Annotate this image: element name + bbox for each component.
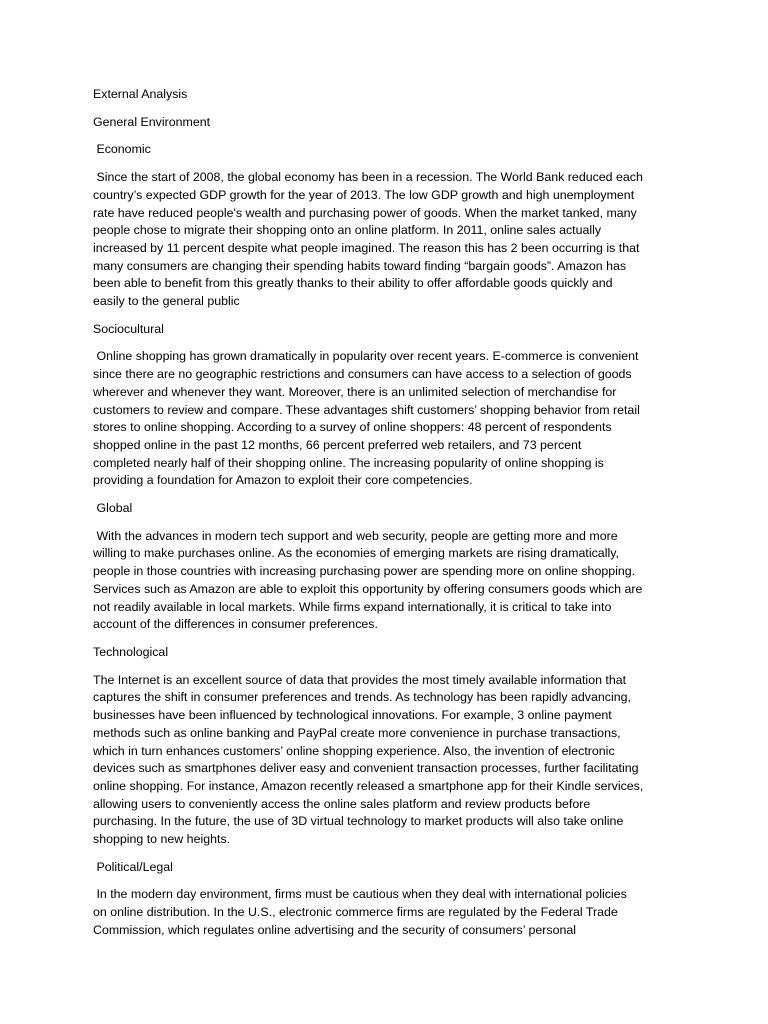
paragraph-line: willing to make purchases online. As the economies of emerging markets are rising dramatically, — [93, 546, 619, 561]
paragraph-line: wherever and whenever they want. Moreover, there is an unlimited selection of merchandise for — [93, 384, 617, 399]
paragraph-line: on online distribution. In the U.S., electronic commerce firms are regulated by the Federal Trade — [93, 905, 618, 920]
paragraph-line: devices such as smartphones deliver easy and convenient transaction processes, further facilitating — [93, 761, 639, 776]
paragraph-line: With the advances in modern tech support and web security, people are getting more and more — [93, 528, 618, 543]
document-title: External Analysis — [93, 87, 188, 101]
paragraph-line: Services such as Amazon are able to exploit this opportunity by offering consumers goods which are — [93, 581, 643, 596]
paragraph-line: captures the shift in consumer preferences and trends. As technology has been rapidly advancing, — [93, 690, 631, 705]
paragraph-line: allowing users to conveniently access the online sales platform and review products before — [93, 796, 591, 811]
document-content — [93, 86, 675, 950]
paragraph-line: businesses have been influenced by technological innovations. For example, 3 online payment — [93, 708, 612, 723]
paragraph-line: Commission, which regulates online advertising and the security of consumers’ personal — [93, 922, 577, 937]
paragraph-line: account of the differences in consumer preferences. — [93, 617, 378, 632]
paragraph-line: completed nearly half of their shopping online. The increasing popularity of online shopping is — [93, 455, 604, 470]
paragraph-line: In the modern day environment, firms must be cautious when they deal with international policies — [93, 887, 627, 902]
paragraph-line: methods such as online banking and PayPal create more convenience in purchase transactions, — [93, 725, 621, 740]
paragraph-line: providing a foundation for Amazon to exploit their core competencies. — [93, 473, 473, 488]
body-paragraph — [93, 169, 675, 311]
paragraph-line: not readily available in local markets. While firms expand internationally, it is critical to take into — [93, 599, 612, 614]
paragraph-line: country’s expected GDP growth for the year of 2013. The low GDP growth and high unemployment — [93, 187, 635, 202]
paragraph-line: Since the start of 2008, the global economy has been in a recession. The World Bank reduced each — [93, 170, 643, 185]
paragraph-line: since there are no geographic restrictions and consumers can have access to a selection of goods — [93, 367, 632, 382]
subsection-heading: Technological — [93, 644, 169, 659]
paragraph-line: customers to review and compare. These advantages shift customers’ shopping behavior from retail — [93, 402, 640, 417]
paragraph-line: The Internet is an excellent source of data that provides the most timely available information that — [93, 672, 627, 687]
paragraph-line: increased by 11 percent despite what people imagined. The reason this has 2 been occurring is that — [93, 240, 640, 255]
document-body — [93, 141, 675, 939]
subsection-heading: Global — [93, 501, 133, 516]
body-paragraph — [93, 348, 675, 490]
body-paragraph — [93, 672, 675, 849]
subsection-heading: Sociocultural — [93, 321, 164, 336]
paragraph-line: many consumers are changing their spending habits toward finding “bargain goods”. Amazon has — [93, 258, 627, 273]
subsection-heading: Political/Legal — [93, 859, 173, 874]
paragraph-line: been able to benefit from this greatly thanks to their ability to offer affordable goods quickly and — [93, 276, 613, 291]
section-heading-general-environment: General Environment — [93, 114, 211, 129]
paragraph-line: people chose to migrate their shopping onto an online platform. In 2011, online sales actually — [93, 223, 602, 238]
paragraph-line: stores to online shopping. According to a survey of online shoppers: 48 percent of respondents — [93, 420, 612, 435]
paragraph-line: people in those countries with increasing purchasing power are spending more on online shopping. — [93, 564, 636, 579]
paragraph-line: shopping to new heights. — [93, 832, 231, 847]
paragraph-line: which in turn enhances customers’ online shopping experience. Also, the invention of electronic — [93, 743, 615, 758]
body-paragraph — [93, 528, 675, 634]
paragraph-line: Online shopping has grown dramatically in popularity over recent years. E-commerce is convenient — [93, 349, 639, 364]
paragraph-line: easily to the general public — [93, 294, 240, 309]
paragraph-line: purchasing. In the future, the use of 3D virtual technology to market products will also take online — [93, 814, 624, 829]
paragraph-line: shopped online in the past 12 months, 66 percent preferred web retailers, and 73 percent — [93, 437, 582, 452]
subsection-heading: Economic — [93, 142, 151, 157]
paragraph-line: rate have reduced people's wealth and purchasing power of goods. When the market tanked, many — [93, 205, 637, 220]
paragraph-line: online shopping. For instance, Amazon recently released a smartphone app for their Kindle services, — [93, 778, 644, 793]
body-paragraph — [93, 886, 675, 939]
